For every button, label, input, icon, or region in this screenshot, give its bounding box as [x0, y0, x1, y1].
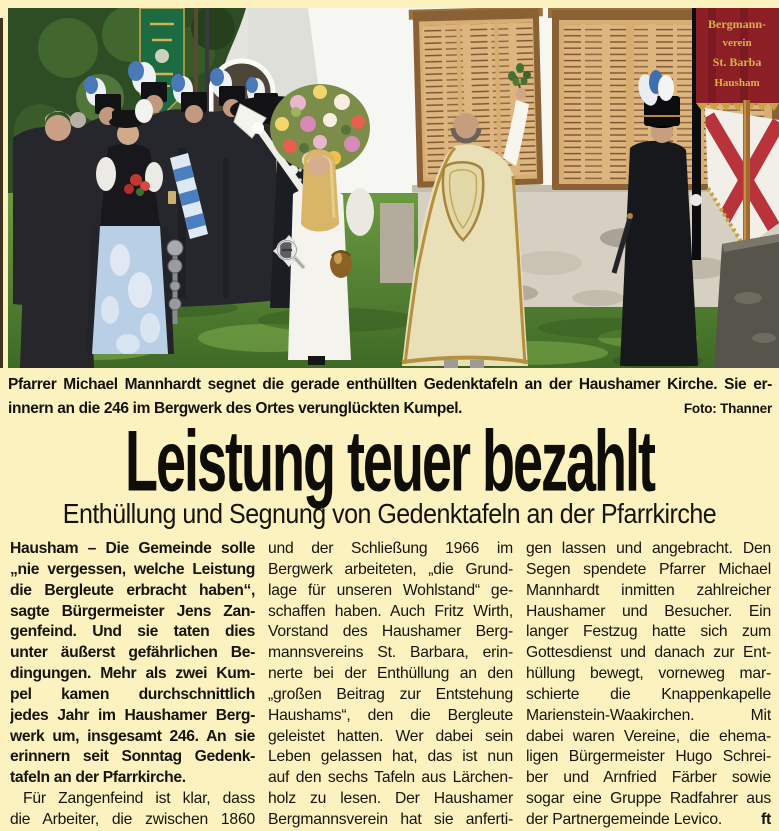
article-subheadline: Enthüllung und Segnung von Gedenktafeln an der Pfarrkirche: [62, 498, 717, 530]
author-signature: ft: [760, 810, 771, 828]
text-line: dabei waren Vereine, die ehema-: [526, 727, 771, 745]
text-line: „nie vergessen, welche Leistung: [10, 560, 255, 578]
text-line: genfeind. Und sie taten dies: [10, 623, 255, 641]
text-line: Marienstein-Waakirchen. Mit: [526, 706, 771, 724]
text-line: langer Festzug hatte sich zum: [526, 623, 771, 641]
banner-text-line: verein: [722, 37, 752, 49]
text-line: Bergmannsverein hat sie anferti-: [268, 810, 513, 828]
red-banner: [696, 8, 779, 111]
text-line: ber und Arnfried Färber sowie: [526, 769, 771, 787]
text-line: die Arbeiter, die zwischen 1860: [10, 810, 255, 828]
text-line: dingungen. Mehr als zwei Kum-: [10, 665, 255, 683]
text-line: Haushams“, den die Bergleute: [268, 706, 513, 724]
ceremony-photo: [8, 8, 779, 368]
caption-line-1: Pfarrer Michael Mannhardt segnet die gerade enthüllten Gedenktafeln an der Haushamer Kirche. Sie er-: [8, 376, 772, 393]
text-line: nerte bei der Enthüllung an den: [268, 665, 513, 683]
text-line: geleistet hatten. Wer dabei sein: [268, 727, 513, 745]
text-line: ligen Bürgermeister Hugo Schrei-: [526, 748, 771, 766]
photo-credit: Foto: Thanner: [683, 401, 772, 416]
text-line: pel kamen durchschnittlich: [10, 685, 255, 703]
text-line: Gottesdienst und danach zur Ent-: [526, 644, 771, 662]
ceremony-photo-illustration: [8, 8, 779, 368]
text-line: jedes Jahr im Haushamer Berg-: [10, 706, 255, 724]
text-line: erinnern seit Sonntag Gedenk-: [10, 748, 255, 766]
text-line: Leben gelassen hat, das ist nun: [268, 748, 513, 766]
text-line: mannsvereins St. Barbara, erin-: [268, 644, 513, 662]
text-line: lage für unseren Wohlstand“ ge-: [268, 581, 513, 599]
text-line: holz zu lesen. Der Haushamer: [268, 790, 513, 808]
article-headline: Leistung teuer bezahlt: [124, 413, 655, 510]
banner-text-line: St. Barba: [712, 55, 762, 69]
text-line: die Bergleute erbracht haben“,: [10, 581, 255, 599]
text-line: hüllung bewegt, vorneweg mar-: [526, 665, 771, 683]
text-line-with-signature: [526, 810, 771, 831]
text-line: Haushamer und Besucher. Ein: [526, 602, 771, 620]
banner-text-line: Bergmann-: [708, 17, 766, 31]
stone-block: [380, 203, 414, 283]
text-line: Bergwerk arbeiteten, „die Grund-: [268, 560, 513, 578]
scan-edge-shadow: [0, 18, 3, 368]
elderly-man: [20, 111, 94, 368]
text-line: auf den sechs Tafeln aus Lärchen-: [268, 769, 513, 787]
article-column-3: [526, 539, 771, 831]
text-line: gen lassen und angebracht. Den: [526, 540, 771, 557]
text-line: werk um, insgesamt 246. An sie: [10, 727, 255, 745]
text-line: unter äußerst gefährlichen Be-: [10, 644, 255, 662]
text-line: Mannhardt inmitten zahlreicher: [526, 581, 771, 599]
text-line: Hausham – Die Gemeinde solle: [10, 540, 255, 557]
text-line: sogar eine Gruppe Radfahrer aus: [526, 790, 771, 808]
text-line: schaffen haben. Auch Fritz Wirth,: [268, 602, 513, 620]
article-body: [10, 539, 771, 831]
text-line: „großen Beitrag zur Entstehung: [268, 685, 513, 703]
caption-line-2: innern an die 246 im Bergwerk des Ortes verunglückten Kumpel.: [8, 400, 463, 417]
text-line: Für Zangenfeind ist klar, dass: [23, 790, 255, 808]
stone-monument: [714, 234, 779, 368]
text-line: und der Schließung 1966 im: [268, 540, 513, 557]
article-column-2: [268, 539, 513, 831]
banner-text-line: Hausham: [714, 77, 760, 89]
text-line: Vorstand des Haushamer Berg-: [268, 623, 513, 641]
text-line: tafeln an der Pfarrkirche.: [10, 769, 186, 787]
text-line: der Partnergemeinde Levico.: [526, 810, 723, 828]
text-line: sagte Bürgermeister Jens Zan-: [10, 602, 255, 620]
text-line: Segen spendete Pfarrer Michael: [526, 560, 771, 578]
article-column-1: [10, 539, 255, 831]
text-line: schierte die Knappenkapelle: [526, 685, 771, 703]
